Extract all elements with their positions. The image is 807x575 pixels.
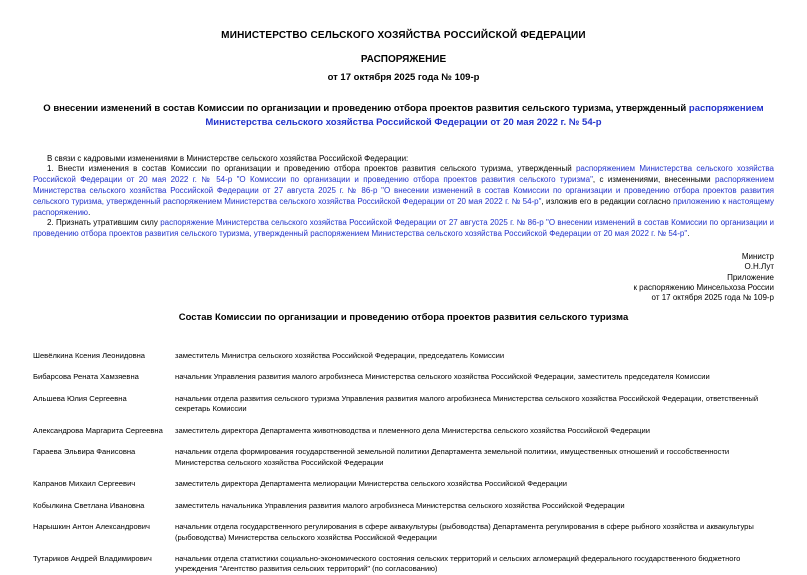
- annex-reference: [33, 273, 774, 304]
- doc-link[interactable]: распоряжением Министерства сельского хозяйства Российской Федерации от 27 августа 2025 г. № 86-р "О внесении изменений в состав Комиссии по организации и проведению отбора проектов развития сельского туризма, утвержденный распоряжением Министерства сельского хозяйства Российской Федерации от 20 мая 2022 г. № 54-р": [33, 175, 774, 206]
- member-name: Бибарсова Рената Хамзяевна: [33, 372, 139, 382]
- text-segment: 1. Внести изменения в состав Комиссии по организации и проведению отбора проектов развития сельского туризма, утвержденный: [47, 164, 576, 174]
- intro-paragraph: В связи с кадровыми изменениями в Министерстве сельского хозяйства Российской Федерации:: [47, 153, 409, 163]
- member-row: [33, 554, 774, 575]
- annex-ref-line3: от 17 октября 2025 года № 109-р: [651, 293, 774, 303]
- document-date-number: от 17 октября 2025 года № 109-р: [327, 72, 480, 83]
- text-segment: .: [687, 229, 690, 239]
- members-table: [33, 351, 774, 575]
- member-row: [33, 394, 774, 415]
- member-name: Гараева Эльвира Фанисовна: [33, 447, 136, 457]
- text-segment: 2. Признать утратившим силу: [47, 218, 161, 228]
- text-segment: О внесении изменений в состав Комиссии по организации и проведению отбора проектов развития сельского туризма, утвержденный: [43, 103, 689, 114]
- member-row: [33, 351, 774, 361]
- annex-ref-line2: к распоряжению Минсельхоза России: [633, 283, 774, 293]
- text-segment: , с изменениями, внесенными: [592, 175, 715, 185]
- annex-title: Состав Комиссии по организации и проведению отбора проектов развития сельского туризма: [178, 311, 629, 323]
- member-name: Александрова Маргарита Сергеевна: [33, 425, 163, 435]
- member-name: Тутариков Андрей Владимирович: [33, 554, 152, 564]
- signature-block: [33, 252, 774, 273]
- doc-link[interactable]: распоряжением Министерства сельского хозяйства Российской Федерации от 20 мая 2022 г. № 54-р: [205, 103, 764, 128]
- text-segment: , изложив его в редакции согласно: [541, 196, 674, 206]
- member-role: начальник отдела государственного регулирования в сфере аквакультуры (рыбоводства) Департамента регулирования в сфере рыбного хозяйства и аквакультуры (рыбоводства) Министерства сельского хозяйства Российской Федерации: [175, 522, 754, 542]
- member-row: [33, 501, 774, 511]
- member-role: начальник отдела развития сельского туризма Управления развития малого агробизнеса Министерства сельского хозяйства Российской Федерации, ответственный секретарь Комиссии: [175, 393, 759, 414]
- member-row: [33, 479, 774, 489]
- member-name: Капранов Михаил Сергеевич: [33, 479, 136, 489]
- document-body: [33, 154, 774, 240]
- member-role: заместитель начальника Управления развития малого агробизнеса Министерства сельского хозяйства Российской Федерации: [175, 500, 625, 510]
- document-type: РАСПОРЯЖЕНИЕ: [360, 54, 447, 65]
- doc-link[interactable]: приложению к настоящему распоряжению: [33, 196, 775, 217]
- member-name: Шевёлкина Ксения Леонидовна: [33, 350, 146, 360]
- member-name: Альшева Юлия Сергеевна: [33, 393, 127, 403]
- member-role: заместитель директора Департамента мелиорации Министерства сельского хозяйства Российской Федерации: [175, 479, 567, 489]
- member-row: [33, 447, 774, 468]
- signer-name: О.Н.Лут: [744, 262, 774, 272]
- member-name: Кобылкина Светлана Ивановна: [33, 500, 145, 510]
- paragraph-1: [33, 164, 774, 218]
- doc-link[interactable]: распоряжение Министерства сельского хозяйства Российской Федерации от 27 августа 2025 г. № 86-р "О внесении изменений в состав Комиссии по организации и проведению отбора проектов развития сельского туризма, утвержденный распоряжением Министерства сельского хозяйства Российской Федерации от 20 мая 2022 г. № 54-р": [33, 218, 775, 239]
- member-role: заместитель Министра сельского хозяйства Российской Федерации, председатель Комиссии: [175, 350, 505, 360]
- member-role: начальник Управления развития малого агробизнеса Министерства сельского хозяйства Российской Федерации, заместитель председателя Комиссии: [175, 372, 710, 382]
- member-role: начальник отдела формирования государственной земельной политики Департамента земельной политики, имущественных отношений и госсобственности Министерства сельского хозяйства Российской Федерации: [175, 447, 730, 467]
- member-role: заместитель директора Департамента животноводства и племенного дела Министерства сельского хозяйства Российской Федерации: [175, 425, 650, 435]
- member-row: [33, 426, 774, 436]
- doc-link[interactable]: распоряжением Министерства сельского хозяйства Российской Федерации от 20 мая 2022 г. № 54-р "О Комиссии по организации и проведению отбора проектов развития сельского туризма": [33, 164, 774, 185]
- paragraph-2: [33, 218, 774, 240]
- document-header: [33, 30, 774, 83]
- member-name: Нарышкин Антон Александрович: [33, 522, 150, 532]
- member-row: [33, 522, 774, 543]
- annex-ref-line1: Приложение: [727, 272, 774, 282]
- text-segment: .: [88, 207, 91, 217]
- member-row: [33, 372, 774, 382]
- signer-post: Министр: [741, 251, 774, 261]
- member-role: начальник отдела статистики социально-экономического состояния сельских территорий и сельских агломераций федерального государственного бюджетного учреждения "Агентство развития сельских территорий" (по согласованию): [175, 554, 741, 574]
- ministry-name: МИНИСТЕРСТВО СЕЛЬСКОГО ХОЗЯЙСТВА РОССИЙСКОЙ ФЕДЕРАЦИИ: [221, 30, 586, 41]
- document-title: [33, 102, 774, 130]
